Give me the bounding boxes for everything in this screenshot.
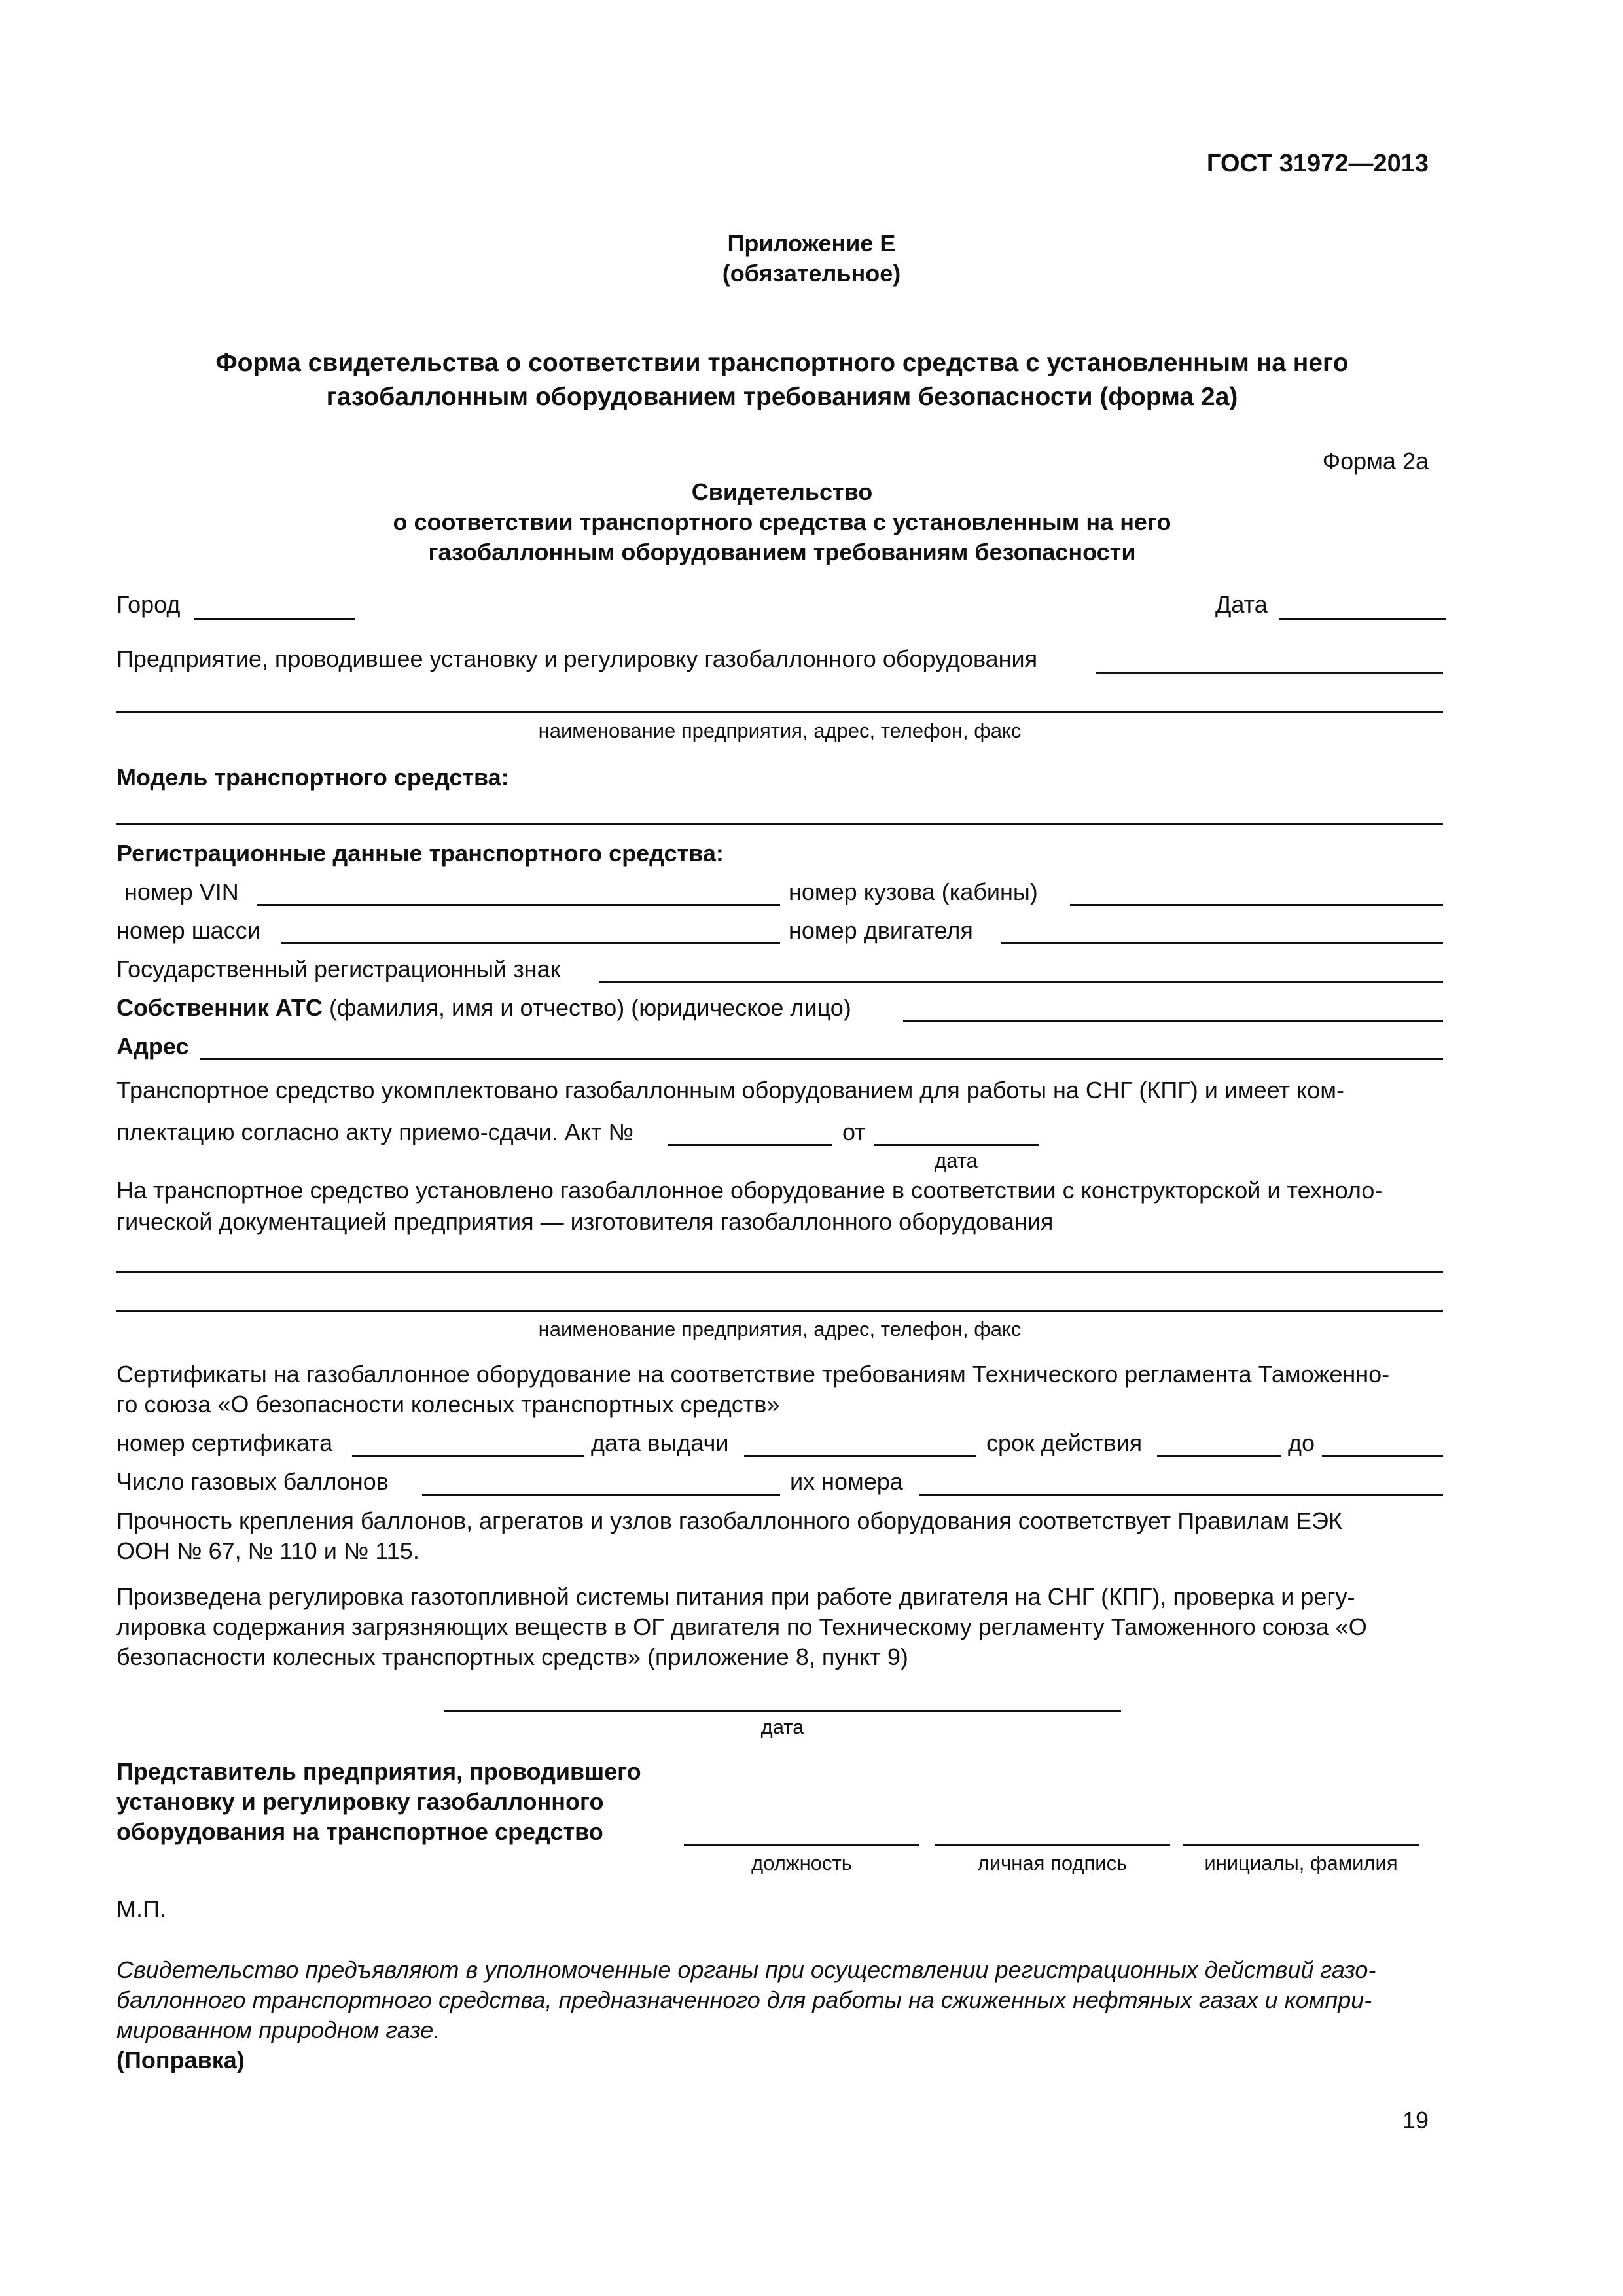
note-line2: баллонного транспортного средства, предназначенного для работы на сжиженных нефтяных газах и компри- <box>116 1986 1372 2013</box>
adjustment-line2: лировка содержания загрязняющих веществ в ОГ двигателя по Техническому регламенту Таможенного союза «О <box>116 1613 1367 1640</box>
manufacturer-field[interactable] <box>116 1271 1443 1273</box>
note-line3: мированном природном газе. <box>116 2017 440 2043</box>
cert-title-line3: газобаллонным оборудованием требованиям безопасности <box>428 539 1136 565</box>
adjustment-line3: безопасности колесных транспортных средств» (приложение 8, пункт 9) <box>116 1643 908 1670</box>
adjustment-date-caption: дата <box>760 1715 804 1738</box>
act-date-field[interactable] <box>874 1144 1039 1146</box>
standard-number: ГОСТ 31972—2013 <box>1206 150 1429 177</box>
note-line1: Свидетельство предъявляют в уполномоченные органы при осуществлении регистрационных действий газо- <box>116 1956 1376 1983</box>
appendix-title: Приложение Е <box>727 230 896 257</box>
form-label: Форма 2а <box>1322 448 1429 475</box>
date-label: Дата <box>1215 591 1268 618</box>
address-field[interactable] <box>200 1058 1443 1060</box>
plate-field[interactable] <box>599 981 1443 983</box>
adjustment-line1: Произведена регулировка газотопливной системы питания при работе двигателя на СНГ (КПГ), проверка и регу- <box>116 1583 1355 1610</box>
city-label: Город <box>116 591 181 618</box>
name-caption: инициалы, фамилия <box>1204 1852 1398 1874</box>
validity-label: срок действия <box>986 1429 1143 1456</box>
amendment-label: (Поправка) <box>116 2047 245 2073</box>
validity-field[interactable] <box>1157 1455 1281 1457</box>
cert-title-line1: Свидетельство <box>691 478 873 505</box>
representative-line1: Представитель предприятия, проводившего <box>116 1758 641 1785</box>
adjustment-date-field[interactable] <box>444 1710 1121 1712</box>
owner-field[interactable] <box>903 1020 1443 1022</box>
position-caption: должность <box>751 1852 852 1874</box>
name-field[interactable] <box>1183 1844 1419 1846</box>
strength-line2: ООН № 67, № 110 и № 115. <box>116 1537 419 1564</box>
cert-title-line2: о соответствии транспортного средства с установленным на него <box>393 509 1171 535</box>
cert-number-field[interactable] <box>352 1455 584 1457</box>
act-number-field[interactable] <box>668 1144 832 1146</box>
position-field[interactable] <box>684 1844 919 1846</box>
certificates-line1: Сертификаты на газобаллонное оборудование на соответствие требованиям Технического регламента Таможенно- <box>116 1361 1390 1388</box>
act-date-caption: дата <box>935 1149 978 1172</box>
issue-date-label: дата выдачи <box>591 1429 729 1456</box>
owner-label-rest: (фамилия, имя и отчество) (юридическое лицо) <box>329 994 851 1021</box>
address-label: Адрес <box>116 1033 189 1060</box>
cylinders-label: Число газовых баллонов <box>116 1468 389 1495</box>
equipment-line2-a: плектацию согласно акту приемо-сдачи. Акт № <box>116 1119 634 1145</box>
chassis-label: номер шасси <box>116 917 260 944</box>
plate-label: Государственный регистрационный знак <box>116 956 561 982</box>
enterprise-field[interactable] <box>1096 672 1443 674</box>
chassis-field[interactable] <box>281 942 780 944</box>
equipment-line2-b: от <box>842 1119 866 1145</box>
cylinders-field[interactable] <box>422 1494 780 1496</box>
enterprise-field-line2[interactable] <box>116 711 1443 713</box>
installed-line2: гической документацией предприятия — изготовителя газобаллонного оборудования <box>116 1208 1054 1235</box>
signature-caption: личная подпись <box>977 1852 1128 1874</box>
doc-title-line2: газобаллонным оборудованием требованиям безопасности (форма 2а) <box>326 383 1238 411</box>
vin-label: номер VIN <box>124 878 239 905</box>
owner-label <box>116 994 851 1022</box>
city-field[interactable] <box>194 618 355 620</box>
until-label: до <box>1288 1429 1315 1456</box>
cert-number-label: номер сертификата <box>116 1429 333 1456</box>
stamp-label: М.П. <box>116 1895 166 1922</box>
vin-field[interactable] <box>257 904 780 906</box>
enterprise-label: Предприятие, проводившее установку и регулировку газобаллонного оборудования <box>116 645 1038 672</box>
page-number: 19 <box>1402 2107 1429 2134</box>
model-field[interactable] <box>116 823 1443 825</box>
manufacturer-field-line2[interactable] <box>116 1310 1443 1312</box>
issue-date-field[interactable] <box>744 1455 976 1457</box>
registration-label: Регистрационные данные транспортного средства: <box>116 840 724 867</box>
until-field[interactable] <box>1322 1455 1443 1457</box>
enterprise-caption: наименование предприятия, адрес, телефон, факс <box>538 719 1022 742</box>
engine-field[interactable] <box>1001 942 1443 944</box>
body-number-field[interactable] <box>1070 904 1443 906</box>
appendix-status: (обязательное) <box>722 260 901 287</box>
owner-label-bold: Собственник АТС <box>116 994 323 1021</box>
their-numbers-field[interactable] <box>919 1494 1443 1496</box>
doc-title-line1: Форма свидетельства о соответствии транспортного средства с установленным на него <box>215 349 1349 377</box>
date-field[interactable] <box>1279 618 1446 620</box>
engine-label: номер двигателя <box>789 917 973 944</box>
representative-line3: оборудования на транспортное средство <box>116 1818 603 1845</box>
body-number-label: номер кузова (кабины) <box>789 878 1038 905</box>
equipment-line1: Транспортное средство укомплектовано газобаллонным оборудованием для работы на СНГ (КПГ) и имеет ком- <box>116 1077 1344 1103</box>
signature-field[interactable] <box>935 1844 1170 1846</box>
certificates-line2: го союза «О безопасности колесных транспортных средств» <box>116 1391 780 1418</box>
installed-line1: На транспортное средство установлено газобаллонное оборудование в соответствии с конструкторской и техноло- <box>116 1177 1383 1204</box>
their-numbers-label: их номера <box>790 1468 903 1495</box>
strength-line1: Прочность крепления баллонов, агрегатов и узлов газобаллонного оборудования соответствует Правилам ЕЭК <box>116 1507 1343 1534</box>
model-label: Модель транспортного средства: <box>116 764 509 791</box>
installed-caption: наименование предприятия, адрес, телефон, факс <box>538 1318 1022 1340</box>
representative-line2: установку и регулировку газобаллонного <box>116 1788 604 1815</box>
